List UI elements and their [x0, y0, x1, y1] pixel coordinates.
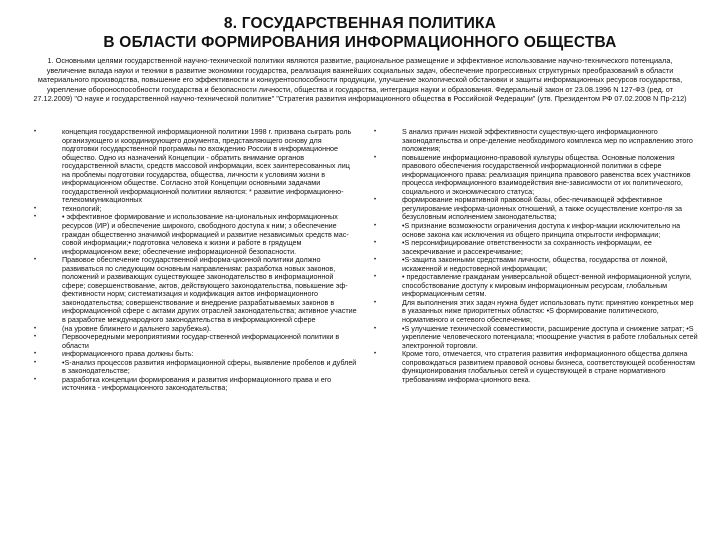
bullet-icon: • [34, 376, 37, 383]
list-item-text: формирование нормативной правовой базы, обес-печивающей эффективное регулирование информа-ционных отношений, а также осуществление контро-ля за безусловным исполнением законодательства; [402, 195, 682, 222]
list-item [368, 325, 698, 351]
bullet-icon: • [34, 325, 37, 332]
list-item [368, 128, 698, 154]
list-item [28, 359, 358, 376]
list-item-text: Первоочередными мероприятиями государ-ственной информационной политики в области [62, 332, 340, 350]
list-item-text: разработка концепции формирования и развития информационного права и его источника - информационного законодательства; [62, 374, 332, 393]
bullet-icon: • [34, 351, 37, 358]
list-item-text: (на уровне ближнего и дальнего зарубежья). [62, 323, 212, 333]
bullet-icon: • [374, 240, 377, 247]
list-item [368, 196, 698, 222]
list-item-text: Для выполнения этих задач нужна будет использовать пути: принятию конкретных мер в указанных ниже приоритетных областях: •S формирование политического, нормативного и сетевого обеспечения; [402, 297, 694, 325]
list-item-text: •S-анализ процессов развития информационной сферы, выявление пробелов и дублей в законодательстве; [62, 357, 357, 376]
list-item-text: Кроме того, отмечается, что стратегия развития информационного общества должна сопровождаться развитием правовой основы бизнеса, соответствующей особенностям функционирования глобальных сетей и существующей в стране нормативного требованиям информа-ционного века. [402, 349, 695, 384]
list-item [368, 154, 698, 197]
bullet-icon: • [374, 299, 377, 306]
list-item-text: • предоставление гражданам универсальной общест-венной информационной услуги, способствование доступу к мировым информационным ресурсам, глобальным информационным сетям. [402, 272, 692, 299]
list-item [368, 239, 698, 256]
list-item [28, 333, 358, 350]
bullet-icon: • [374, 129, 377, 135]
list-item [368, 273, 698, 299]
bullet-icon: • [374, 257, 377, 264]
title-line-2: В ОБЛАСТИ ФОРМИРОВАНИЯ ИНФОРМАЦИОННОГО ОБЩЕСТВА [103, 34, 617, 51]
bullet-icon: • [374, 274, 377, 281]
list-item-text: •S улучшение технической совместимости, расширение доступа и снижение затрат; •S укрепление человеческого потенциала; •поощрение участия в работе глобальных сетей электронной торговли. [402, 323, 698, 350]
bullet-icon: • [34, 214, 37, 221]
list-item-text: •S признание возможности ограничения доступа к инфор-мации исключительно на основе закона как исключения из общего принципа открытости информации; [402, 221, 681, 239]
list-item-text: Правовое обеспечение государственной информа-ционной политики должно развиваться по следующим основным направлениям: разработка новых законов, положений и развивающих существующее законодательство в информационной сфере; совершенствование, актов, действующего законодательства, повышение эф-фективности норм; систематизация и кодификация актов информационного законодательства; совершенствование и внедрение разрабатываемых законов в информационной сфере с актами других отраслей законодательства; активное участие в разработке международного законодательства в информационной сфере [62, 255, 357, 325]
page-title [0, 14, 720, 52]
list-item [368, 299, 698, 325]
list-item [28, 213, 358, 256]
left-bullet-list [28, 128, 358, 393]
list-item [28, 256, 358, 324]
list-item-text: •S-защита законными средствами личности, общества, государства от ложной, искаженной и недостоверной информации; [402, 255, 668, 273]
list-item [368, 256, 698, 273]
bullet-icon: • [374, 351, 377, 358]
list-item [28, 376, 358, 393]
bullet-icon: • [34, 205, 37, 212]
list-item-text: информационного права должны быть: [62, 349, 194, 359]
bullet-icon: • [34, 129, 37, 135]
intro-paragraph: 1. Основными целями государственной научно-технической политики являются развитие, рациональное размещение и эффективное использование научно-технического потенциала, увеличение вклада науки и техники в развитие экономики государства, реализация важнейших социальных задач, обеспечение прогрессивных структурных преобразований в области материального производства, повышение его эффективности и конкурентоспособности продукции, улучшение экологической обстановки и защиты информационных ресурсов государства, укрепление обороноспособности государства и безопасности личности, общества и государства, интеграция науки и образования. Федеральный закон от 23.08.1996 N 127-ФЗ (ред. от 27.12.2009) "О науке и государственной научно-технической политике" "Стратегия развития информационного общества в Российской Федерации" (утв. Президентом РФ 07.02.2008 N Пр-212) [33, 56, 687, 104]
bullet-icon: • [374, 325, 377, 332]
bullet-icon: • [34, 334, 37, 341]
bullet-icon: • [34, 359, 37, 366]
title-line-1: 8. ГОСУДАРСТВЕННАЯ ПОЛИТИКА [223, 15, 497, 32]
list-item-text: концепция государственной информационной политики 1998 г. призвана сыграть роль организующего и координирующего документа, представляющего основу для подготовки государственной программы по вхождению России в информационное общество. Одно из назначений Концепции - обратить внимание органов государственной власти, средств массовой информации, всех заинтересованных лиц на проблемы подготовки государства, общества, личности к условиям жизни в информационном обществе. Согласно этой Концепции основными задачами государственной информационной политики являются: * развитие информационно-телекоммуникационных [62, 127, 352, 205]
list-item-text: повышение информационно-правовой культуры общества. Основные положения правового обеспечения государственной информационной политики в сфере информационного права: реализация принципа правового равенства всех участников процесса информационного взаимодействия вне-зависимости от их политического, социального и экономического статуса; [402, 152, 691, 196]
list-item [368, 350, 698, 384]
bullet-icon: • [374, 197, 377, 204]
right-column [368, 128, 698, 384]
left-column [28, 128, 358, 393]
bullet-icon: • [34, 257, 37, 264]
list-item-text: • эффективное формирование и использование на-циональных информационных ресурсов (ИР) и обеспечение широкого, свободного доступа к ним; з обеспечение граждан общественно значимой информацией и развитие независимых средств мас-совой информации;• подготовка человека к жизни и работе в грядущем информационном веке; обеспечение информационной безопасности. [62, 212, 349, 256]
list-item-text: •S персонифицирование ответственности за сохранность информации, ее засекречивание и рассекречивание; [402, 238, 652, 256]
list-item [368, 222, 698, 239]
list-item [28, 128, 358, 205]
right-bullet-list [368, 128, 698, 384]
list-item-text: S анализ причин низкой эффективности существую-щего информационного законодательства и опре-деление необходимого комплекса мер по исправлению этого положения; [402, 127, 693, 154]
list-item-text: технологий; [62, 203, 102, 213]
bullet-icon: • [374, 154, 377, 161]
bullet-icon: • [374, 223, 377, 230]
